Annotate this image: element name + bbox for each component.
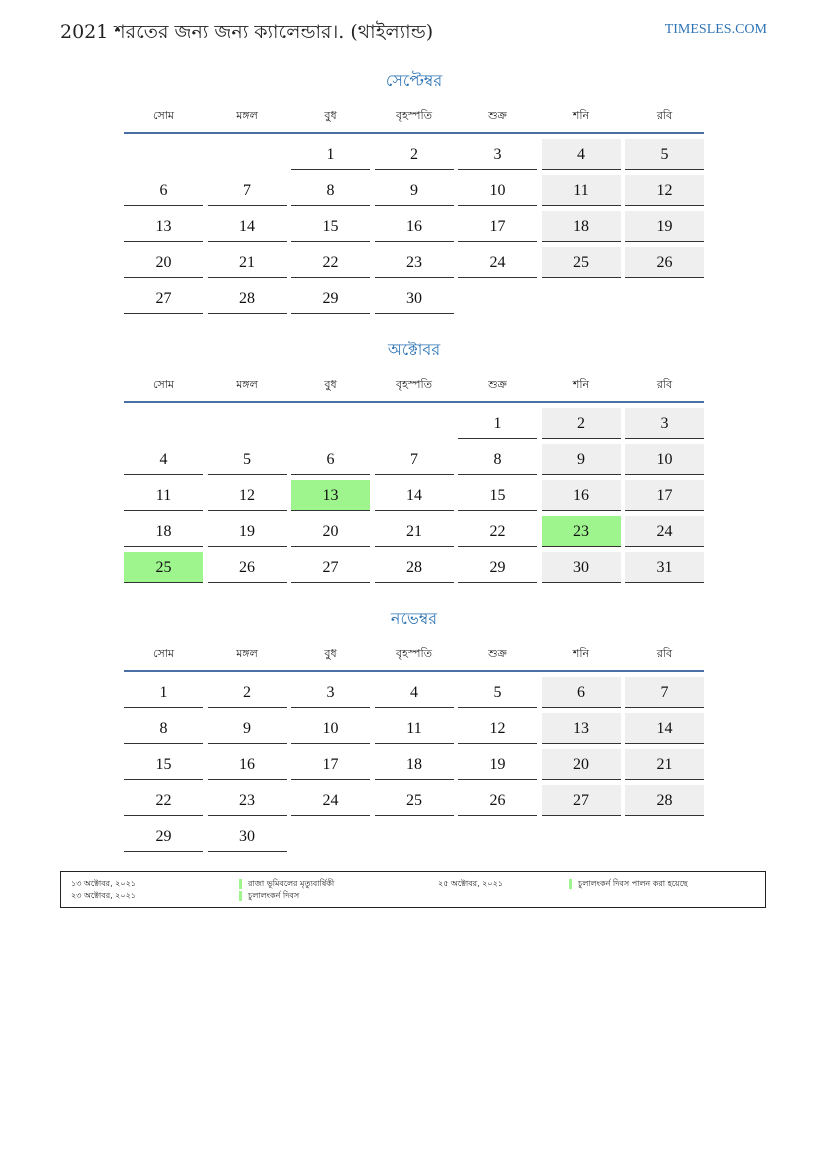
day-cell[interactable]: 18: [124, 516, 203, 547]
day-cell[interactable]: 18: [375, 749, 454, 780]
weekday-label: মঙ্গল: [236, 647, 258, 660]
day-cell[interactable]: 5: [208, 444, 287, 475]
day-cell[interactable]: 20: [291, 516, 370, 547]
day-cell[interactable]: 11: [124, 480, 203, 511]
weekday-label: বুধ: [324, 109, 337, 122]
day-grid: [124, 677, 704, 852]
day-cell[interactable]: 26: [625, 247, 704, 278]
empty-cell: [124, 139, 203, 170]
weekday-label: বৃহস্পতি: [396, 378, 432, 391]
day-cell[interactable]: 10: [625, 444, 704, 475]
page-title: 2021 শরতের জন্য জন্য ক্যালেন্ডার।. (থাইল্যান্ড): [60, 21, 434, 43]
weekday-label: শুক্র: [488, 378, 507, 391]
weekday-label: বৃহস্পতি: [396, 109, 432, 122]
day-cell[interactable]: 15: [291, 211, 370, 242]
weekday-header: [124, 644, 704, 672]
day-cell[interactable]: 5: [625, 139, 704, 170]
day-cell[interactable]: 22: [458, 516, 537, 547]
day-cell[interactable]: 10: [458, 175, 537, 206]
day-cell[interactable]: 9: [375, 175, 454, 206]
day-cell[interactable]: 13: [124, 211, 203, 242]
weekday-label: রবি: [656, 378, 673, 391]
day-cell[interactable]: 28: [375, 552, 454, 583]
day-cell[interactable]: 25: [375, 785, 454, 816]
weekday-label: রবি: [656, 647, 673, 660]
note-date: ২৩ অক্টোবর, ২০২১: [71, 891, 136, 900]
day-cell[interactable]: 29: [124, 821, 203, 852]
weekday-label: মঙ্গল: [236, 109, 258, 122]
month-calendar: [124, 339, 704, 583]
day-cell[interactable]: 19: [208, 516, 287, 547]
day-grid: [124, 139, 704, 314]
weekday-label: সোম: [152, 109, 175, 122]
weekday-label: রবি: [656, 109, 673, 122]
day-cell[interactable]: 9: [542, 444, 621, 475]
day-cell[interactable]: 4: [542, 139, 621, 170]
day-cell[interactable]: 6: [542, 677, 621, 708]
weekday-label: শুক্র: [488, 109, 507, 122]
empty-cell: [208, 139, 287, 170]
note-date: ১৩ অক্টোবর, ২০২১: [71, 879, 136, 888]
day-grid: [124, 408, 704, 583]
day-cell[interactable]: 1: [291, 139, 370, 170]
day-cell[interactable]: 20: [124, 247, 203, 278]
holiday-notes: [60, 871, 766, 908]
day-cell[interactable]: 8: [124, 713, 203, 744]
day-cell[interactable]: 30: [542, 552, 621, 583]
month-title: সেপ্টেম্বর: [385, 71, 443, 90]
day-cell[interactable]: 10: [291, 713, 370, 744]
day-cell[interactable]: 16: [375, 211, 454, 242]
day-cell[interactable]: 21: [625, 749, 704, 780]
day-cell[interactable]: 17: [625, 480, 704, 511]
weekday-label: সোম: [152, 378, 175, 391]
day-cell[interactable]: 12: [458, 713, 537, 744]
day-cell[interactable]: 28: [208, 283, 287, 314]
day-cell[interactable]: 1: [458, 408, 537, 439]
day-cell[interactable]: 3: [458, 139, 537, 170]
day-cell[interactable]: 8: [458, 444, 537, 475]
day-cell[interactable]: 13: [542, 713, 621, 744]
day-cell[interactable]: 16: [542, 480, 621, 511]
day-cell[interactable]: 12: [208, 480, 287, 511]
day-cell[interactable]: 21: [375, 516, 454, 547]
day-cell[interactable]: 27: [291, 552, 370, 583]
day-cell[interactable]: 11: [375, 713, 454, 744]
day-cell[interactable]: 26: [458, 785, 537, 816]
holiday-day-cell[interactable]: 25: [124, 552, 203, 583]
day-cell[interactable]: 15: [458, 480, 537, 511]
weekday-label: শুক্র: [488, 647, 507, 660]
month-title: অক্টোবর: [387, 340, 441, 359]
day-cell[interactable]: 1: [124, 677, 203, 708]
weekday-label: বুধ: [324, 647, 337, 660]
day-cell[interactable]: 26: [208, 552, 287, 583]
day-cell[interactable]: 6: [124, 175, 203, 206]
day-cell[interactable]: 17: [458, 211, 537, 242]
day-cell[interactable]: 23: [208, 785, 287, 816]
month-calendar: [124, 608, 704, 852]
day-cell[interactable]: 30: [208, 821, 287, 852]
day-cell[interactable]: 14: [375, 480, 454, 511]
day-cell[interactable]: 9: [208, 713, 287, 744]
holiday-day-cell[interactable]: 13: [291, 480, 370, 511]
day-cell[interactable]: 4: [124, 444, 203, 475]
weekday-label: সোম: [152, 647, 175, 660]
day-cell[interactable]: 22: [124, 785, 203, 816]
weekday-label: বৃহস্পতি: [396, 647, 432, 660]
day-cell[interactable]: 7: [208, 175, 287, 206]
weekday-header: [124, 375, 704, 403]
note-description: রাজা ভূমিবলের মৃত্যুবার্ষিকী: [239, 879, 334, 889]
day-cell[interactable]: 23: [375, 247, 454, 278]
day-cell[interactable]: 25: [542, 247, 621, 278]
day-cell[interactable]: 14: [208, 211, 287, 242]
weekday-label: বুধ: [324, 378, 337, 391]
day-cell[interactable]: 5: [458, 677, 537, 708]
day-cell[interactable]: 8: [291, 175, 370, 206]
weekday-label: মঙ্গল: [236, 378, 258, 391]
day-cell[interactable]: 20: [542, 749, 621, 780]
holiday-day-cell[interactable]: 23: [542, 516, 621, 547]
day-cell[interactable]: 2: [542, 408, 621, 439]
day-cell[interactable]: 30: [375, 283, 454, 314]
day-cell[interactable]: 22: [291, 247, 370, 278]
day-cell[interactable]: 4: [375, 677, 454, 708]
empty-cell: [124, 408, 203, 439]
day-cell[interactable]: 3: [625, 408, 704, 439]
weekday-label: শনি: [572, 109, 590, 122]
day-cell[interactable]: 2: [208, 677, 287, 708]
day-cell[interactable]: 11: [542, 175, 621, 206]
day-cell[interactable]: 19: [625, 211, 704, 242]
month-calendar: [124, 70, 704, 314]
day-cell[interactable]: 7: [375, 444, 454, 475]
month-title: নভেম্বর: [390, 609, 438, 628]
day-cell[interactable]: 12: [625, 175, 704, 206]
day-cell[interactable]: 15: [124, 749, 203, 780]
day-cell[interactable]: 21: [208, 247, 287, 278]
empty-cell: [375, 408, 454, 439]
day-cell[interactable]: 7: [625, 677, 704, 708]
day-cell[interactable]: 28: [625, 785, 704, 816]
day-cell[interactable]: 17: [291, 749, 370, 780]
day-cell[interactable]: 24: [625, 516, 704, 547]
day-cell[interactable]: 3: [291, 677, 370, 708]
weekday-label: শনি: [572, 378, 590, 391]
empty-cell: [291, 408, 370, 439]
day-cell[interactable]: 16: [208, 749, 287, 780]
note-date: ২৫ অক্টোবর, ২০২১: [438, 879, 503, 888]
day-cell[interactable]: 24: [291, 785, 370, 816]
day-cell[interactable]: 19: [458, 749, 537, 780]
day-cell[interactable]: 14: [625, 713, 704, 744]
day-cell[interactable]: 18: [542, 211, 621, 242]
weekday-header: [124, 106, 704, 134]
day-cell[interactable]: 24: [458, 247, 537, 278]
day-cell[interactable]: 31: [625, 552, 704, 583]
day-cell[interactable]: 27: [124, 283, 203, 314]
note-description: চুলালংকর্ন দিবস পালন করা হয়েছে: [569, 879, 688, 889]
note-description: চুলালংকর্ন দিবস: [239, 891, 299, 901]
day-cell[interactable]: 29: [458, 552, 537, 583]
day-cell[interactable]: 6: [291, 444, 370, 475]
day-cell[interactable]: 2: [375, 139, 454, 170]
empty-cell: [208, 408, 287, 439]
day-cell[interactable]: 29: [291, 283, 370, 314]
site-link[interactable]: TIMESLES.COM: [664, 22, 767, 37]
day-cell[interactable]: 27: [542, 785, 621, 816]
weekday-label: শনি: [572, 647, 590, 660]
